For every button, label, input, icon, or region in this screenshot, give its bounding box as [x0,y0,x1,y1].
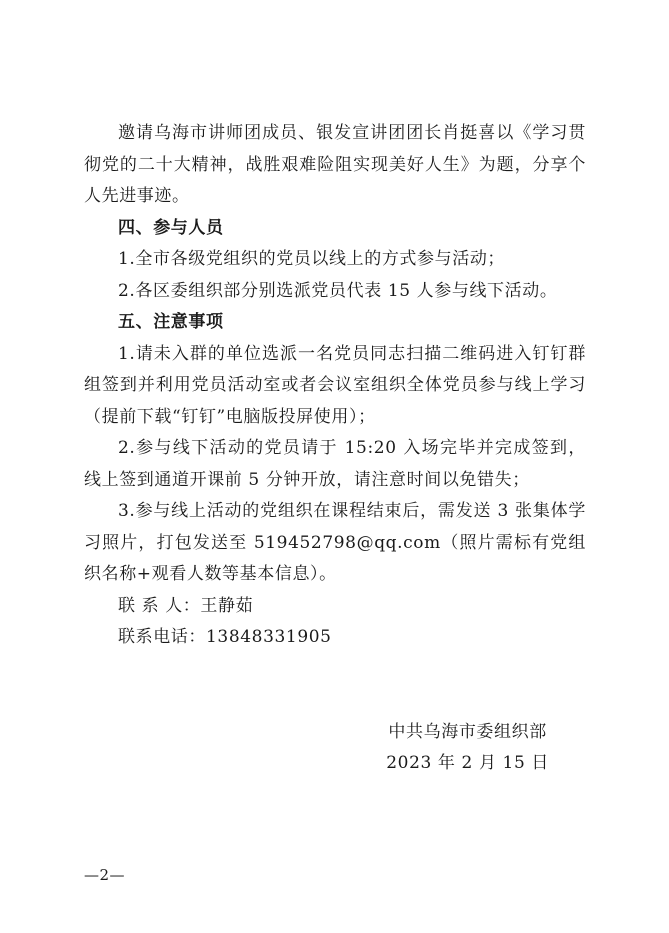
notes-item-2: 2.参与线下活动的党员请于 15:20 入场完毕并完成签到，线上签到通道开课前 5 分钟开放，请注意时间以免错失； [84,438,586,490]
participants-item-1: 1.全市各级党组织的党员以线上的方式参与活动； [118,249,506,269]
section-heading-notes: 五、注意事项 [118,312,224,332]
contact-phone: 联系电话：13848331905 [118,627,332,647]
notes-item-1: 1.请未入群的单位选派一名党员同志扫描二维码进入钉钉群组签到并利用党员活动室或者会议室组织全体党员参与线上学习（提前下载“钉钉”电脑版投屏使用）； [84,343,586,427]
paragraph-speaker-intro: 邀请乌海市讲师团成员、银发宣讲团团长肖挺喜以《学习贯彻党的二十大精神，战胜艰难险阻实现美好人生》为题，分享个人先进事迹。 [84,123,586,206]
document-body [84,118,586,654]
page-number: —2— [84,866,126,884]
notes-item-3: 3.参与线上活动的党组织在课程结束后，需发送 3 张集体学习照片，打包发送至 519452798@qq.com（照片需标有党组织名称+观看人数等基本信息）。 [84,501,586,584]
signature-block [386,717,549,779]
section-heading-participants: 四、参与人员 [118,217,224,238]
contact-person: 联 系 人：王静茹 [118,595,254,616]
participants-item-2: 2.各区委组织部分别选派党员代表 15 人参与线下活动。 [118,280,558,301]
issuing-organization: 中共乌海市委组织部 [388,722,547,742]
issue-date: 2023 年 2 月 15 日 [386,753,549,773]
